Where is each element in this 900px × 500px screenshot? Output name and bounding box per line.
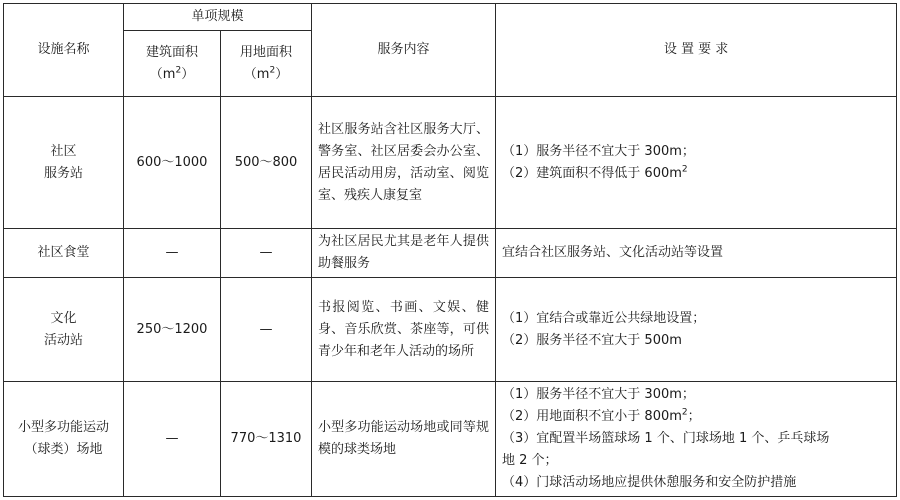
service-content-cell: 书报阅览、书画、文娱、健身、音乐欣赏、茶座等，可供青少年和老年人活动的场所 [312,278,496,382]
land-area-cell: — [221,278,312,382]
requirement-item [502,163,890,185]
land-area-cell: 500～800 [221,97,312,229]
requirement-text: （2）服务半径不宜大于 500m [502,332,682,348]
unit-prefix: （m [243,66,270,82]
unit-prefix: （m [149,66,176,82]
requirement-item [502,141,890,163]
requirement-text-suffix: ； [687,409,701,424]
building-area-cell: — [124,382,221,497]
facility-name-line: 活动站 [43,332,83,348]
header-building-area [124,31,221,97]
table-row [4,97,897,229]
requirement-item [502,330,890,352]
requirement-item [502,406,890,428]
requirement-item [502,242,890,264]
unit-superscript: 2 [175,65,182,76]
requirement-text: （3）宜配置半场篮球场 1 个、门球场地 1 个、乒乓球场 [502,431,830,446]
building-area-cell: 250～1200 [124,278,221,382]
header-service-content: 服务内容 [312,4,496,97]
land-area-cell: 770～1310 [221,382,312,497]
facility-name-cell [4,382,124,497]
facility-name-line: 社区 [50,143,77,159]
facility-name-line: （球类）场地 [24,442,103,457]
facility-spec-table [3,3,897,497]
facility-name-line: 文化 [50,310,77,326]
requirement-item [502,472,890,494]
table-row [4,278,897,382]
header-land-area-unit [227,64,305,86]
header-building-area-unit [130,64,214,86]
facility-name-line: 社区食堂 [37,245,90,260]
requirement-text: （2）建筑面积不得低于 600m [502,165,682,181]
header-single-scale: 单项规模 [124,4,312,31]
service-content-cell: 小型多功能运动场地或同等规模的球类场地 [312,382,496,497]
header-land-area [221,31,312,97]
table-row [4,229,897,278]
header-row-top [4,4,897,31]
unit-superscript: 2 [269,65,276,76]
header-building-area-label: 建筑面积 [145,44,198,60]
requirement-item [502,428,890,450]
requirements-cell [496,229,897,278]
requirement-superscript: 2 [681,407,688,418]
land-area-cell: — [221,229,312,278]
requirements-cell [496,382,897,497]
facility-name-cell [4,278,124,382]
requirement-text: （1）宜结合或靠近公共绿地设置； [502,310,706,326]
requirements-cell [496,97,897,229]
unit-suffix: ） [181,66,195,82]
requirement-text: （4）门球活动场地应提供休憩服务和安全防护措施 [502,475,797,490]
requirement-item [502,308,890,330]
header-facility-name: 设施名称 [4,4,124,97]
building-area-cell: 600～1000 [124,97,221,229]
service-content-cell: 社区服务站含社区服务大厅、警务室、社区居委会办公室、居民活动用房，活动室、阅览室、残疾人康复室 [312,97,496,229]
facility-name-cell [4,229,124,278]
requirement-text: 宜结合社区服务站、文化活动站等设置 [502,245,724,260]
table-row [4,382,897,497]
header-requirements: 设 置 要 求 [496,4,897,97]
header-land-area-label: 用地面积 [240,44,293,60]
service-content-cell: 为社区居民尤其是老年人提供助餐服务 [312,229,496,278]
facility-name-line: 服务站 [43,165,83,181]
unit-suffix: ） [275,66,289,82]
requirement-item [502,384,890,406]
requirement-text: （2）用地面积不宜小于 800m [502,409,682,424]
requirement-text: （1）服务半径不宜大于 300m； [502,387,695,402]
facility-name-cell [4,97,124,229]
requirement-text: 地 2 个； [502,453,558,468]
requirement-superscript: 2 [681,164,688,175]
facility-name-line: 小型多功能运动 [17,420,109,435]
requirement-item [502,450,890,472]
requirement-text: （1）服务半径不宜大于 300m； [502,143,695,159]
building-area-cell: — [124,229,221,278]
requirements-cell [496,278,897,382]
